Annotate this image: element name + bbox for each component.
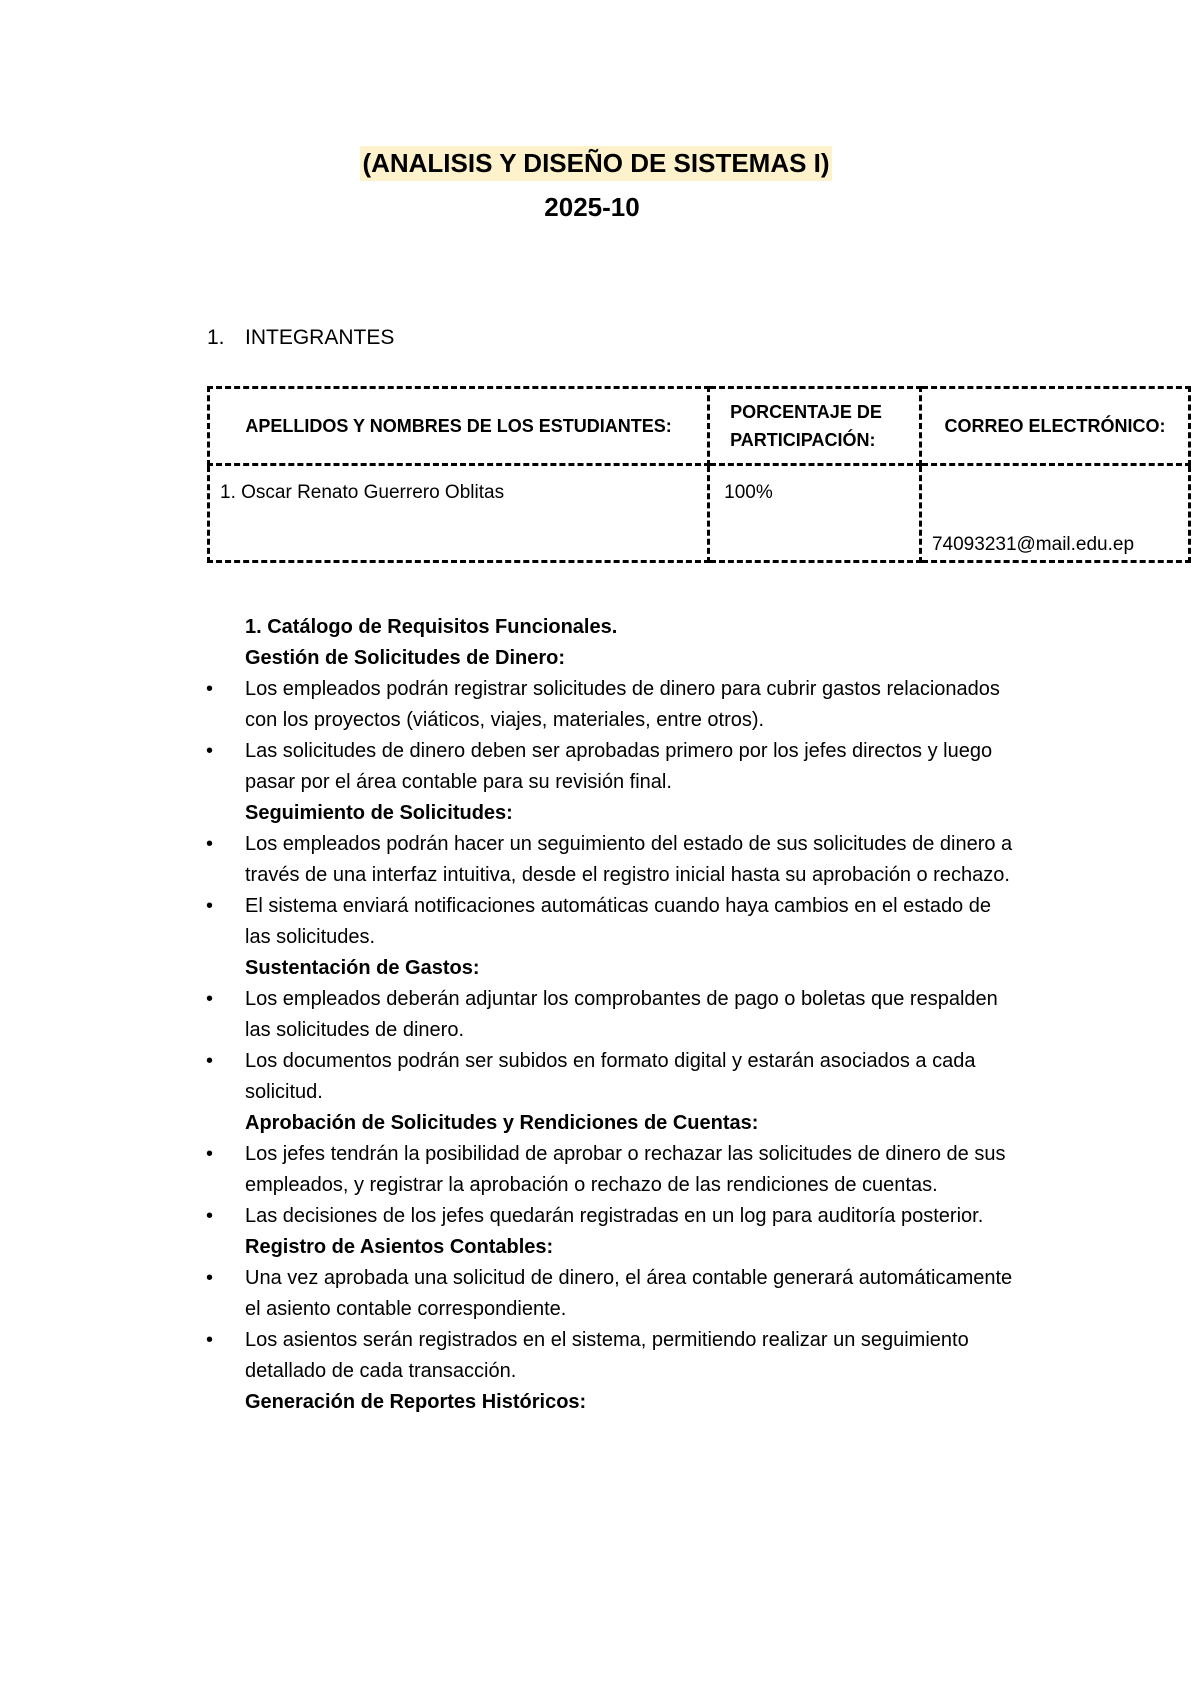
catalog-title: 1. Catálogo de Requisitos Funcionales. xyxy=(245,616,618,638)
list-item xyxy=(200,674,1020,736)
member-email: 74093231@mail.edu.ep xyxy=(920,465,1189,562)
list-item-text: Los empleados deberán adjuntar los comprobantes de pago o boletas que respalden las solicitudes de dinero. xyxy=(245,988,998,1041)
list-item xyxy=(200,829,1020,891)
bullet-icon: • xyxy=(206,1329,214,1351)
list-item-text: Los jefes tendrán la posibilidad de aprobar o rechazar las solicitudes de dinero de sus empleados, y registrar la aprobación o rechazo de las rendiciones de cuentas. xyxy=(245,1143,1006,1196)
bullet-icon: • xyxy=(206,1143,214,1165)
list-item xyxy=(200,1046,1020,1108)
document-title: (ANALISIS Y DISEÑO DE SISTEMAS I) xyxy=(360,146,831,181)
header-names: APELLIDOS Y NOMBRES DE LOS ESTUDIANTES: xyxy=(209,388,709,465)
list-item-text: Los empleados podrán registrar solicitudes de dinero para cubrir gastos relacionados con los proyectos (viáticos, viajes, materiales, entre otros). xyxy=(245,678,1000,731)
section-heading: Generación de Reportes Históricos: xyxy=(245,1391,587,1413)
section-title: INTEGRANTES xyxy=(245,326,395,349)
section-heading: Seguimiento de Solicitudes: xyxy=(245,802,513,824)
member-name: 1. Oscar Renato Guerrero Oblitas xyxy=(209,465,709,562)
list-item-text: Las solicitudes de dinero deben ser aprobadas primero por los jefes directos y luego pasar por el área contable para su revisión final. xyxy=(245,740,993,793)
list-item xyxy=(200,1325,1020,1387)
list-item xyxy=(200,1201,1020,1232)
list-item-text: Los documentos podrán ser subidos en formato digital y estarán asociados a cada solicitud. xyxy=(245,1050,976,1103)
list-item xyxy=(200,1263,1020,1325)
catalog xyxy=(200,612,1020,1418)
bullet-icon: • xyxy=(206,678,214,700)
list-item xyxy=(200,1139,1020,1201)
bullet-list xyxy=(200,1263,1020,1387)
list-item xyxy=(200,736,1020,798)
bullet-icon: • xyxy=(206,740,214,762)
bullet-icon: • xyxy=(206,1267,214,1289)
members-table xyxy=(207,386,1191,563)
bullet-icon: • xyxy=(206,1205,214,1227)
bullet-list xyxy=(200,829,1020,953)
table-header-row xyxy=(209,388,1190,465)
section-heading-integrantes xyxy=(207,326,394,350)
list-item-text: Las decisiones de los jefes quedarán registradas en un log para auditoría posterior. xyxy=(245,1205,984,1227)
section-heading: Gestión de Solicitudes de Dinero: xyxy=(245,647,566,669)
list-item-text: Los asientos serán registrados en el sistema, permitiendo realizar un seguimiento detallado de cada transacción. xyxy=(245,1329,969,1382)
section-heading: Sustentación de Gastos: xyxy=(245,957,480,979)
section-number: 1. xyxy=(207,326,225,349)
bullet-icon: • xyxy=(206,988,214,1010)
table-row xyxy=(209,465,1190,562)
bullet-list xyxy=(200,984,1020,1108)
bullet-icon: • xyxy=(206,1050,214,1072)
section-heading: Aprobación de Solicitudes y Rendiciones de Cuentas: xyxy=(245,1112,759,1134)
member-percent: 100% xyxy=(709,465,921,562)
list-item-text: Una vez aprobada una solicitud de dinero, el área contable generará automáticamente el asiento contable correspondiente. xyxy=(245,1267,1013,1320)
document-period: 2025-10 xyxy=(544,192,640,222)
bullet-icon: • xyxy=(206,833,214,855)
list-item-text: El sistema enviará notificaciones automáticas cuando haya cambios en el estado de las solicitudes. xyxy=(245,895,991,948)
bullet-list xyxy=(200,674,1020,798)
section-heading: Registro de Asientos Contables: xyxy=(245,1236,554,1258)
title-wrap xyxy=(0,146,1200,181)
list-item xyxy=(200,984,1020,1046)
header-email: CORREO ELECTRÓNICO: xyxy=(920,388,1189,465)
list-item-text: Los empleados podrán hacer un seguimiento del estado de sus solicitudes de dinero a través de una interfaz intuitiva, desde el registro inicial hasta su aprobación o rechazo. xyxy=(245,833,1013,886)
list-item xyxy=(200,891,1020,953)
bullet-list xyxy=(200,1139,1020,1232)
bullet-icon: • xyxy=(206,895,214,917)
header-percent: PORCENTAJE DE PARTICIPACIÓN: xyxy=(709,388,921,465)
